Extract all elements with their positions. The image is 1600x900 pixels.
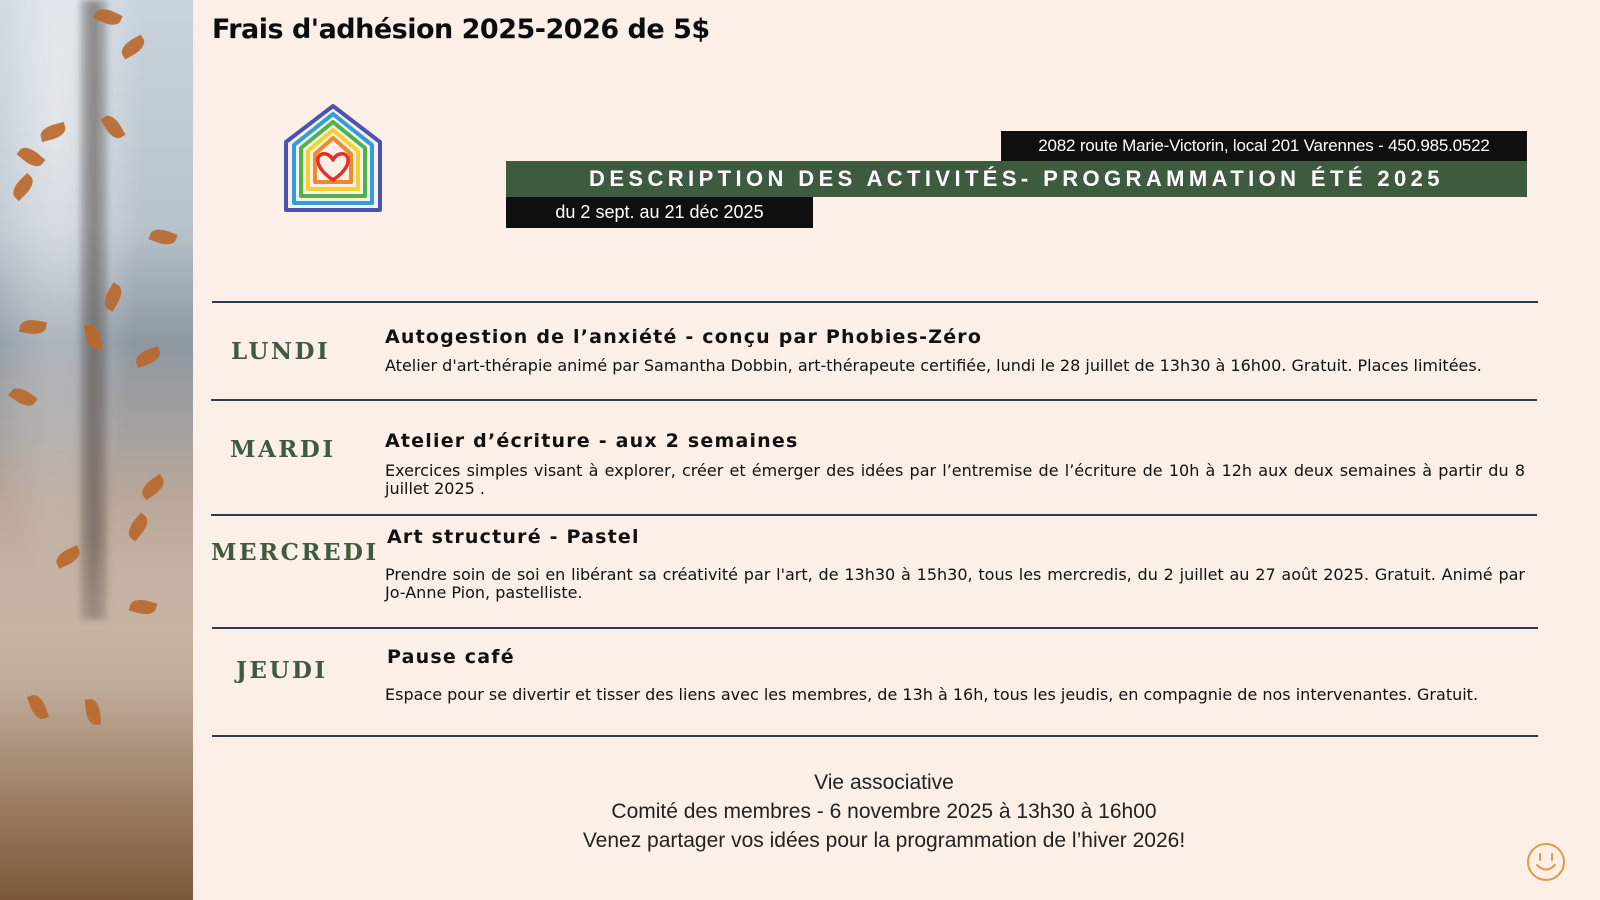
associative-life-note xyxy=(520,768,1248,855)
leaf xyxy=(39,122,68,142)
program-banner: DESCRIPTION DES ACTIVITÉS- PROGRAMMATION ÉTÉ 2025 xyxy=(506,161,1527,197)
divider xyxy=(212,301,1538,303)
activity-title: Atelier d’écriture - aux 2 semaines xyxy=(385,430,799,452)
autumn-photo xyxy=(0,0,193,900)
activity-description: Atelier d'art-thérapie animé par Samantha Dobbin, art-thérapeute certifiée, lundi le 28 juillet de 13h30 à 16h00. Gratuit. Places limitées. xyxy=(385,356,1482,375)
rainbow-house-heart-icon xyxy=(282,102,384,214)
address-label: 2082 route Marie-Victorin, local 201 Varennes - 450.985.0522 xyxy=(1001,131,1527,161)
activity-description: Prendre soin de soi en libérant sa créativité par l'art, de 13h30 à 15h30, tous les mercredis, du 2 juillet au 27 août 2025. Gratuit. Animé par Jo-Anne Pion, pastelliste. xyxy=(385,565,1525,602)
smiley-face-icon xyxy=(1526,842,1566,882)
activity-title: Autogestion de l’anxiété - conçu par Phobies-Zéro xyxy=(385,326,983,348)
footer-invitation: Venez partager vos idées pour la programmation de l’hiver 2026! xyxy=(582,829,1186,852)
divider xyxy=(211,399,1537,401)
activity-title: Art structuré - Pastel xyxy=(387,526,640,548)
leaf xyxy=(19,318,47,336)
activity-description: Espace pour se divertir et tisser des liens avec les membres, de 13h à 16h, tous les jeudis, en compagnie de nos intervenantes. Gratuit. xyxy=(385,685,1479,704)
day-label: JEUDI xyxy=(236,657,328,684)
day-label: LUNDI xyxy=(231,338,331,365)
divider xyxy=(212,627,1538,629)
leaf xyxy=(138,474,167,500)
date-range-label: du 2 sept. au 21 déc 2025 xyxy=(506,197,813,228)
leaf xyxy=(133,346,162,368)
divider xyxy=(212,735,1538,737)
day-label: MERCREDI xyxy=(211,539,379,566)
leaf xyxy=(148,226,177,248)
membership-fee-title: Frais d'adhésion 2025-2026 de 5$ xyxy=(212,14,710,45)
members-committee-date: Comité des membres - 6 novembre 2025 à 13h30 à 16h00 xyxy=(611,800,1157,823)
leaf xyxy=(118,34,148,59)
activity-title: Pause café xyxy=(387,646,515,668)
day-label: MARDI xyxy=(230,436,336,463)
leaf xyxy=(8,384,37,410)
leaf xyxy=(17,143,46,170)
tree-trunk xyxy=(80,0,108,620)
activity-description: Exercices simples visant à explorer, créer et émerger des idées par l’entremise de l’écriture de 10h à 12h aux deux semaines à partir du 8 juillet 2025 . xyxy=(385,461,1525,498)
leaf xyxy=(9,173,37,201)
divider xyxy=(211,514,1537,516)
footer-heading: Vie associative xyxy=(814,771,954,794)
leaf xyxy=(124,513,151,542)
